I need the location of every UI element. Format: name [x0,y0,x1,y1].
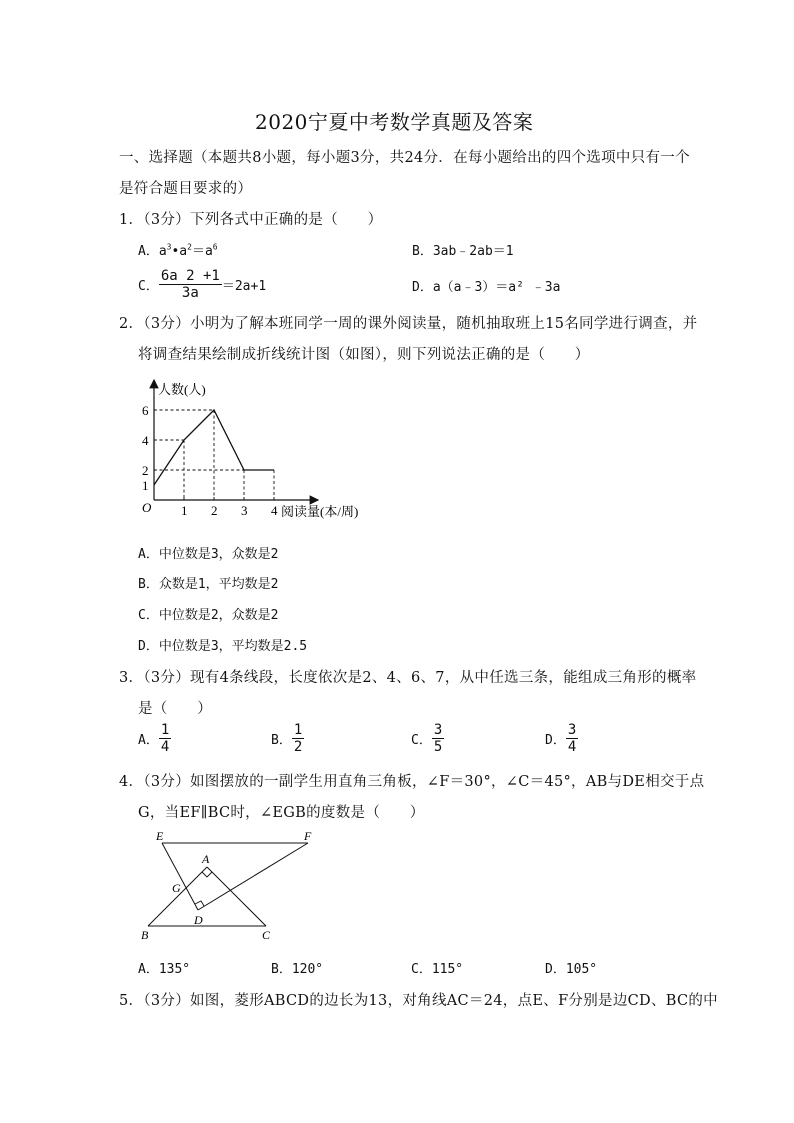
q3-option-b-numerator: 1 [293,722,303,738]
q1-option-c-denominator: 3a [181,285,199,301]
section-heading-line1: 一、选择题（本题共8小题，每小题3分，共24分．在每小题给出的四个选项中只有一个 [119,150,690,166]
x-tick-1: 1 [181,503,188,518]
q1-option-c-numerator: 6a 2 +1 [160,268,220,284]
q3-option-c-fraction [432,722,444,755]
q1-stem: 1．（3分）下列各式中正确的是（ ） [119,212,383,228]
label-b: B [141,928,149,942]
q3-option-d-fraction [566,722,578,755]
label-g: G [172,881,181,895]
q1-option-c [138,268,266,301]
q3-option-d [545,722,578,755]
x-axis-label: 阅读量(本/周) [281,504,359,519]
chart-guides [154,410,274,500]
q1-option-a-exp2: 2 [187,242,192,252]
section-heading-line2: 是符合题目要求的） [119,181,253,197]
q3-option-c [411,722,444,755]
q2-option-d: D．中位数是3，平均数是2.5 [138,639,308,654]
q3-option-d-denominator: 4 [567,739,577,755]
label-d: D [194,913,203,927]
q3-option-c-denominator: 5 [433,739,443,755]
q1-option-c-label: C． [138,279,159,294]
q3-option-b-fraction [292,722,304,755]
origin-label: O [142,500,152,515]
q4-stem-line2: G，当EF∥BC时，∠EGB的度数是（ ） [138,805,425,821]
chart-ticks [142,403,278,518]
y-tick-6: 6 [142,403,149,418]
segment-ed [162,843,198,910]
q3-option-b-denominator: 2 [293,739,303,755]
q3-option-a-numerator: 1 [160,722,170,738]
label-c: C [262,928,271,942]
right-angle-a [202,872,212,877]
segment-df [198,843,308,910]
y-axis-label: 人数(人) [158,382,206,397]
q3-option-a-fraction [159,722,171,755]
q1-option-a-exp1: 3 [166,242,172,252]
q5-stem-line1: 5．（3分）如图，菱形ABCD的边长为13，对角线AC＝24，点E、F分别是边CD、BC的中 [119,993,718,1009]
x-tick-4: 4 [271,503,278,518]
y-tick-1: 1 [142,478,149,493]
q4-option-c: C．115° [411,962,464,977]
q3-option-d-label: D． [545,733,566,748]
y-tick-2: 2 [142,463,149,478]
q3-option-a-label: A． [138,733,159,748]
x-tick-2: 2 [211,503,218,518]
q1-option-c-rest: ＝2a+1 [221,279,267,294]
q1-option-d: D．a（a﹣3）＝a² ﹣3a [412,280,561,295]
q1-option-a [138,240,218,259]
q3-stem-line1: 3．（3分）现有4条线段，长度依次是2、4、6、7，从中任选三条，能组成三角形的概率 [119,670,697,686]
q1-option-a-label: A． [138,244,159,259]
label-a: A [202,852,210,866]
q1-option-b: B．3ab﹣2ab＝1 [412,244,514,259]
q2-stem-line1: 2．（3分）小明为了解本班同学一周的课外阅读量，随机抽取班上15名同学进行调查，并 [119,316,698,332]
x-tick-3: 3 [241,503,248,518]
triangle-set-figure [138,826,323,946]
q1-option-a-base: a [158,244,167,259]
q3-option-c-numerator: 3 [433,722,443,738]
page-title: 2020宁夏中考数学真题及答案 [255,110,534,134]
reading-line-chart [138,372,378,527]
segment-ac [207,867,266,926]
q1-option-c-fraction [159,268,222,301]
q3-option-b-label: B． [271,733,292,748]
q3-option-c-label: C． [411,733,432,748]
q2-stem-line2: 将调查结果绘制成折线统计图（如图），则下列说法正确的是（ ） [138,347,590,363]
q4-option-b: B．120° [271,962,324,977]
q3-option-d-numerator: 3 [567,722,577,738]
label-e: E [156,829,164,843]
q2-option-b: B．众数是1，平均数是2 [138,577,279,592]
q4-stem-line1: 4．（3分）如图摆放的一副学生用直角三角板，∠F＝30°，∠C＝45°，AB与DE相交于点 [119,774,705,790]
q2-option-c: C．中位数是2，众数是2 [138,608,279,623]
q2-option-a: A．中位数是3，众数是2 [138,547,279,562]
q1-option-a-exp3: 6 [212,242,218,252]
right-angle-d [195,901,204,906]
q1-option-a-eq: ＝a [191,244,213,259]
q4-option-d: D．105° [545,962,598,977]
q3-option-b [271,722,304,755]
q3-option-a-denominator: 4 [160,739,170,755]
q1-option-a-mid: •a [171,244,188,259]
label-f: F [304,829,312,843]
q3-option-a [138,722,171,755]
y-tick-4: 4 [142,433,149,448]
q3-stem-line2: 是（ ） [138,701,212,717]
q4-option-a: A．135° [138,962,191,977]
